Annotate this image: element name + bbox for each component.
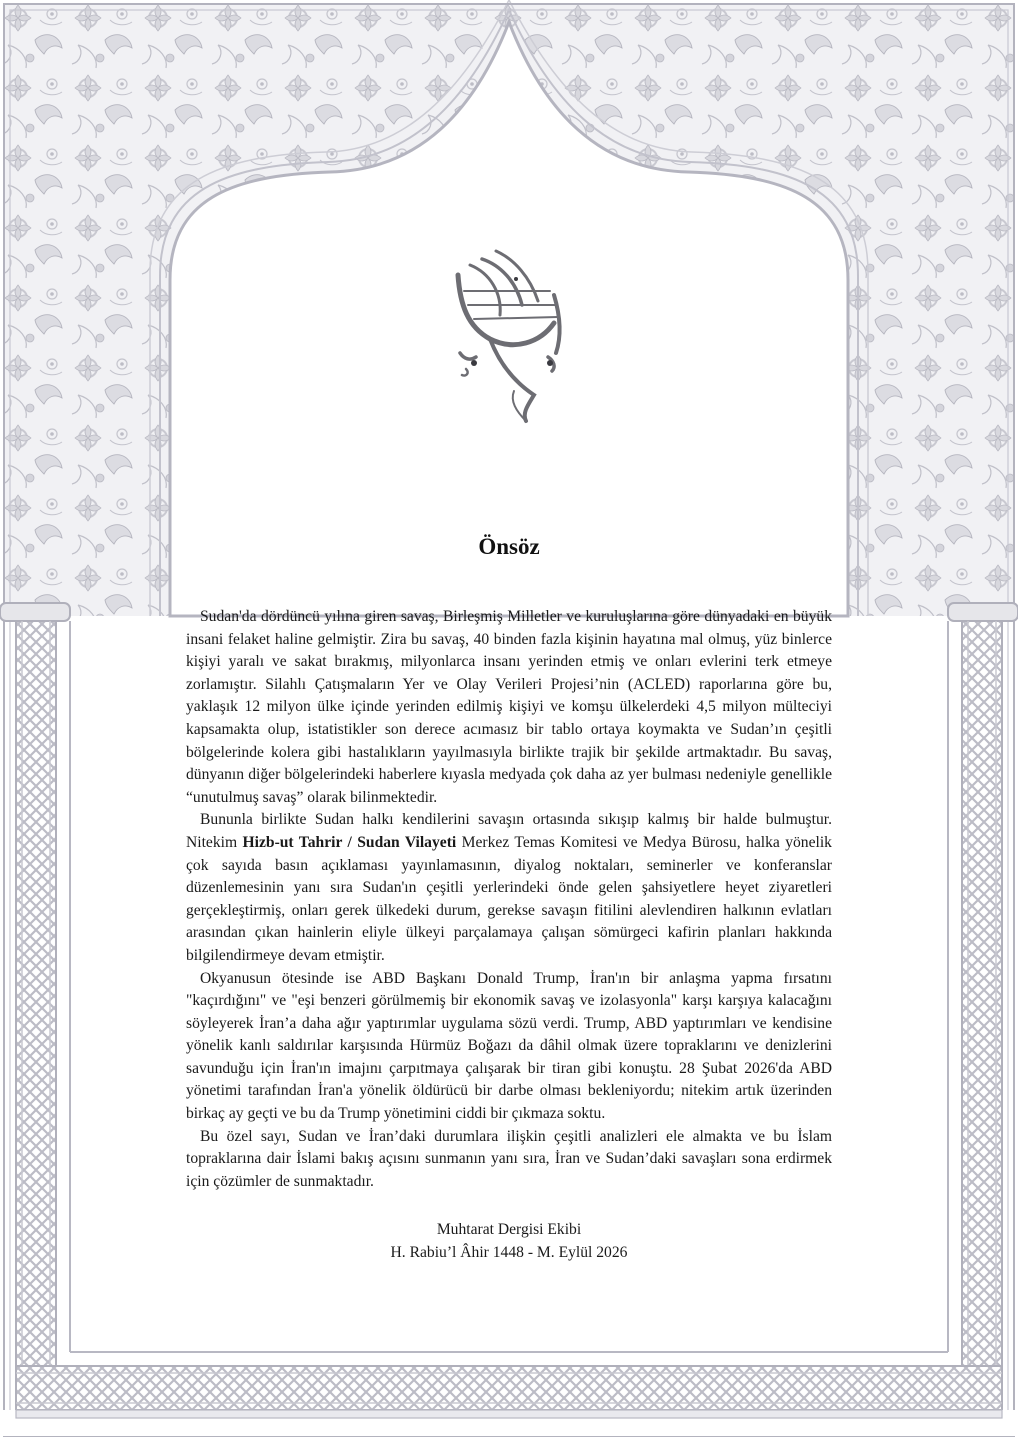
paragraph-1: Sudan'da dördüncü yılına giren savaş, Birleşmiş Milletler ve kuruluşlarına göre dünyadaki en büyük insani felaket haline gelmiştir. Zira bu savaş, 40 binden fazla kişinin hayatına mal olmuş, yüz binlerce kişiyi yaralı ve sakat bırakmış, milyonlarca insanı yerinden etmiş ve onları evlerini terk etmeye zorlamıştır. Silahlı Çatışmaların Yer ve Olay Verileri Projesi’nin (ACLED) raporlarına göre bu, yaklaşık 12 milyon ülke içinde yerinden edilmiş kişiyi ve komşu ülkelerdeki 4,5 milyon mülteciyi kapsamakta olup, istatistikler son derece acımasız bir tablo ortaya koymakta ve Sudan’ın çeşitli bölgelerinde kolera gibi hastalıkların yayılmasıyla birlikte trajik bir şekilde artmaktadır. Bu savaş, dünyanın diğer bölgelerindeki haberlere kıyasla medyada çok daha az yer bulması nedeniyle genellikle “unutulmuş savaş” olarak bilinmektedir.: [186, 608, 832, 806]
paragraph-4: Bu özel sayı, Sudan ve İran’daki durumlara ilişkin çeşitli analizleri ele almakta ve bu İslam topraklarına dair İslami bakış açısını sunmanın yanı sıra, İran ve Sudan’daki savaşları sona erdirmek için çözümler de sunmaktadır.: [186, 1127, 832, 1190]
page-title: Önsöz: [478, 534, 540, 559]
paragraph-2-before: Bununla birlikte Sudan halkı kendilerini savaşın ortasında sıkışıp kalmış bir halde bulmuştur. Nitekim: [186, 811, 832, 851]
paragraph-2-after: Merkez Temas Komitesi ve Medya Bürosu, halka yönelik çok sayıda basın açıklaması yayınlamasının, diyalog noktaları, seminerler ve konferanslar düzenlemesinin yanı sıra Sudan'ın çeşitli yerlerindeki önde gelen şahsiyetlere heyet ziyaretleri gerçekleştirmiş, onları gerek ülkedeki durum, gerekse savaşın fitilini alevlendiren halkının evlatları arasından çıkan hainlerin eliyle ülkeyi parçalamaya çalışan sömürgeci kafirin planları hakkında bilgilendirmeye devam etmiştir.: [186, 833, 832, 964]
signature-team: Muhtarat Dergisi Ekibi: [436, 1221, 582, 1238]
basmala-calligraphy-icon: [430, 235, 590, 425]
organization-name: Hizb-ut Tahrir / Sudan Vilayeti: [242, 833, 457, 851]
signature: [0, 1219, 1018, 1264]
paragraph-2: [186, 809, 832, 967]
body-text: [186, 606, 832, 1193]
paragraph-3: Okyanusun ötesinde ise ABD Başkanı Donald Trump, İran'ın bir anlaşma yapma fırsatını "kaçırdığını" ve "eşi benzeri görülmemiş bir ekonomik savaş ve izolasyonla" karşı karşıya kalacağını söyleyerek İran’a daha ağır yaptırımlar uygulama sözü verdi. Trump, ABD yaptırımları ve kendisine yönelik kanlı saldırılar karşısında Hürmüz Boğazı da dâhil olmak üzere topraklarını ve denizlerini savunduğu için İran'ın imajını çarpıtmaya çalışarak bir tiran gibi konuştu. 28 Şubat 2026'da ABD yönetimi tarafından İran'a yönelik öldürücü bir darbe olması bekleniyordu; nitekim artık üzerinden birkaç ay geçti ve bu da Trump yönetimini ciddi bir çıkmaza soktu.: [186, 969, 832, 1123]
signature-date: H. Rabiu’l Âhir 1448 - M. Eylül 2026: [390, 1243, 628, 1261]
